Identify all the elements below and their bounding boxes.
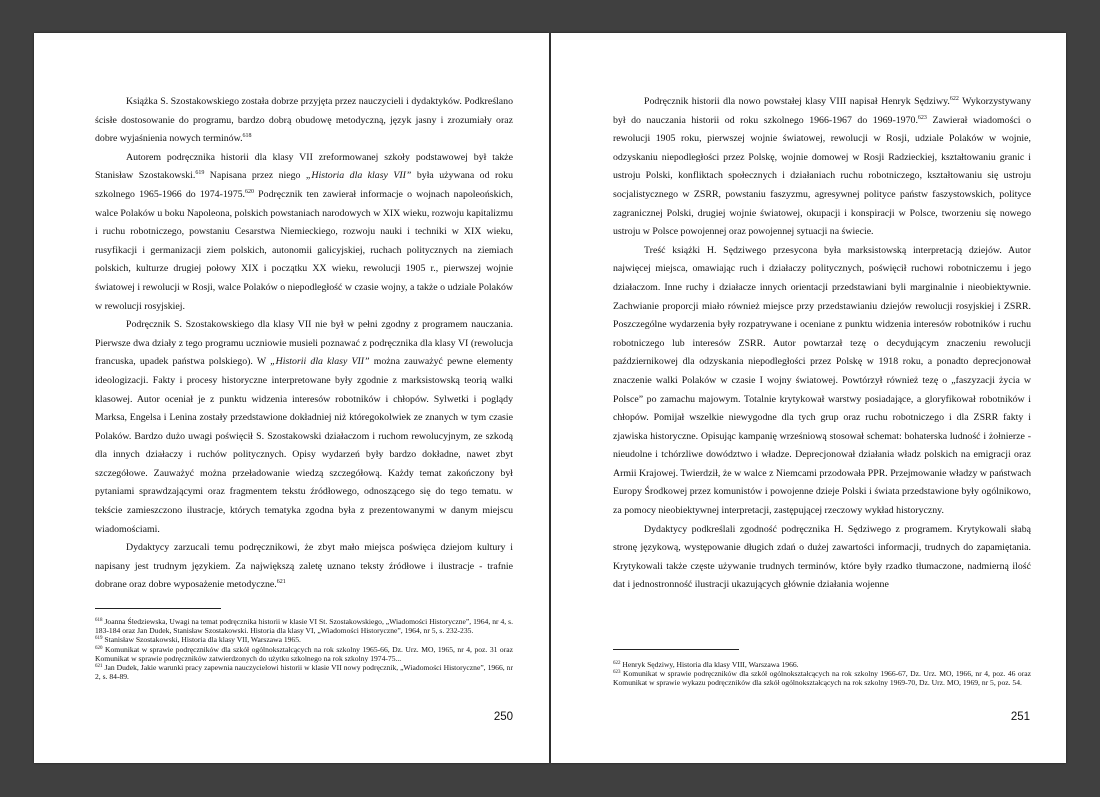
paragraph (613, 521, 1031, 595)
text-run: Dydaktycy zarzucali temu podręcznikowi, że zbyt mało miejsca poświęca dziejom kultury i napisany jest trudnym językiem. Za największą zaletę uznano teksty źródłowe i ilustracje - trafnie dobrane oraz dobre wyposażenie metodyczne. (95, 542, 513, 591)
text-run: Autorem podręcznika historii dla klasy VII zreformowanej szkoły podstawowej był także Stanisław Szostakowski. (95, 151, 513, 182)
text-run: Podręcznik historii dla nowo powstałej klasy VIII napisał Henryk Sędziwy. (644, 96, 950, 107)
footnotes (95, 617, 513, 681)
footnote-text: Stanisław Szostakowski, Historia dla klasy VII, Warszawa 1965. (104, 635, 301, 645)
paragraph (95, 539, 513, 595)
text-run: była używana od roku szkolnego 1965-1966 do 1974-1975. (95, 170, 513, 200)
footnote-number: 621 (95, 664, 103, 670)
paragraph (613, 242, 1031, 521)
text-run: Dydaktycy podkreślali zgodność podręcznika H. Sędziwego z programem. Krytykowali słabą stronę językową, występowanie długich zdań o dużej zawartości informacji, trudnych do zapamiętania. Krytykowali także częste używanie trudnych terminów, które były rzadko tłumaczone, nadmierną ilość dat i jednostronność ilustracji ukazujących głównie działania wojenne (613, 523, 1031, 591)
footnote-number: 620 (95, 645, 103, 651)
footnote (95, 663, 513, 681)
book-title: „Historii dla klasy VII” (270, 356, 370, 368)
footnotes (613, 660, 1031, 688)
footnote-text: Henryk Sędziwy, Historia dla klasy VIII, Warszawa 1966. (622, 660, 799, 669)
footnote (613, 660, 1031, 669)
footnote (95, 617, 513, 635)
page-body (95, 93, 513, 595)
footnote-separator (95, 608, 221, 609)
footnote-ref: 620 (245, 188, 255, 195)
text-run: Zawierał wiadomości o rewolucji 1905 roku, pierwszej wojnie światowej, rewolucji w Rosji, udziale Polaków w wojnie, odzyskaniu niepodległości przez Polskę, wojnie domowej w Rosji Radzieckiej, kształtowaniu granic i ustroju Polski, konfliktach społecznych i działaniach ruchu robotniczego, kształtowaniu się ustroju socjalistycznego w ZSRR, powstaniu faszyzmu, agresywnej polityce państw faszystowskich, polityce zagranicznej Polski, drugiej wojnie światowej, okupacji i konspiracji w Polsce, tworzeniu się nowego ustroju w Polsce powojennej oraz powojennej sytuacji na świecie. (613, 114, 1031, 238)
text-run: Treść książki H. Sędziwego przesycona była marksistowską interpretacją dziejów. Autor najwięcej miejsca, omawiając ruch i działaczy politycznych, poświęcił ruchowi robotniczemu i jego działaczom. Inne ruchy i działacze innych orientacji przedstawiani byli marginalnie i nieobiektywnie. Zachwianie proporcji miało również miejsce przy przedstawianiu dziejów rewolucji rosyjskiej i ZSRR. Poszczególne wydarzenia były rozpatrywane i oceniane z punktu widzenia interesów robotników i ruchu robotniczego lub interesów ZSRR. Autor powtarzał tezę o decydującym znaczeniu rewolucji październikowej dla odzyskania niepodległości przez Polskę w 1918 roku, a ponadto deprecjonował znaczenie walki Polaków w czasie I wojny światowej. Powtórzył również tezę o „faszyzacji życia w Polsce” po zamachu majowym. Totalnie krytykował warstwy posiadające, a gloryfikował robotników i chłopów. Pomijał wszelkie niewygodne dla tych grup oraz ruchu robotniczego i dla ZSRR fakty i zjawiska historyczne. Opisując kampanię wrześniową stosował schemat: bohaterska ludność i żołnierze - nieudolne i tchórzliwe dowództwo i władze. Deprecjonował działania władz polskich na emigracji oraz Armii Krajowej. Twierdził, że w walce z Niemcami przodowała PPR. Przejmowanie władzy w państwach Europy Środkowej przez komunistów i powojenne dzieje Polski i świata przedstawione były ogólnikowo, za pomocy nieobiektywnej interpretacji, zastępującej rzeczowy wykład historyczny. (613, 244, 1031, 517)
footnote-separator (613, 649, 739, 650)
book-title: „Historia dla klasy VII” (305, 170, 412, 182)
page-number: 251 (1010, 711, 1030, 723)
footnote-text: Komunikat w sprawie podręczników dla szkół ogólnokształcących na rok szkolny 1966-67, Dz. Urz. MO, 1966, nr 4, poz. 46 oraz Komunikat w sprawie wykazu podręczników dla szkół ogólnokształcących na rok szkolny 1969-70, Dz. Urz. MO, 1969, nr 5, poz. 54. (613, 669, 1031, 688)
text-run: Książka S. Szostakowskiego została dobrze przyjęta przez nauczycieli i dydaktyków. Podkreślano ścisłe dostosowanie do programu, bardzo dobrą obudowę metodyczną, język jasny i zrozumiały oraz dobre wyjaśnienia nowych terminów. (95, 96, 513, 145)
footnote-text: Komunikat w sprawie podręczników dla szkół ogólnokształcących na rok szkolny 1965-66, Dz. Urz. MO, 1965, nr 4, poz. 31 oraz Komunikat w sprawie podręczników zatwierdzonych do użytku szkolnego na rok szkolny 1974-75... (95, 644, 513, 663)
footnote (95, 635, 513, 644)
text-run: Napisana przez niego (204, 170, 306, 182)
footnote-ref: 618 (242, 133, 252, 140)
footnote-text: Joanna Śledziewska, Uwagi na temat podręcznika historii w klasie VI St. Szostakowskiego, „Wiadomości Historyczne”, 1964, nr 4, s. 183-184 oraz Jan Dudek, Stanisław Szostakowski. Historia dla klasy VI, „Wiadomości Historyczne”, 1964, nr 5, s. 232-235. (95, 617, 513, 636)
text-run: można zauważyć pewne elementy ideologizacji. Fakty i procesy historyczne interpretowane były zgodnie z marksistowską teorią walki klasowej. Autor oceniał je z punktu widzenia interesów robotników i chłopów. Sylwetki i poglądy Marksa, Engelsa i Lenina zostały przedstawione dokładniej niż któregokolwiek ze znanych w tym czasie Polaków. Bardzo dużo uwagi poświęcił S. Szostakowski działaczom i ruchom rewolucyjnym, ze szkodą dla innych działaczy i ruchów politycznych. Opisy wydarzeń były bardzo dokładne, nawet zbyt szczegółowe. Zauważyć można przeładowanie wiedzą szczegółową. Każdy temat zakończony był pytaniami sprawdzającymi oraz fragmentem tekstu źródłowego, odnoszącego się do tego tematu. w tekście zamieszczono ilustracje, których tematyka zgodna była z prezentowanymi w danym miejscu wiadomościami. (95, 356, 513, 535)
footnote-number: 618 (95, 618, 103, 623)
footnote-ref: 621 (276, 579, 286, 586)
footnote-number: 622 (613, 661, 621, 666)
footnote-text: Jan Dudek, Jakie warunki pracy zapewnia nauczycielowi historii w klasie VII nowy podręcznik, „Wiadomości Historyczne”, 1966, nr 2, s. 84-89. (95, 663, 513, 682)
page-left (34, 33, 549, 763)
text-run: Podręcznik S. Szostakowskiego dla klasy VII nie był w pełni zgodny z programem nauczania. Pierwsze dwa działy z tego programu uczniowie musieli poznawać z podręcznika dla klasy VI (rewolucja francuska, upadek państwa polskiego). W (95, 319, 513, 368)
text-run: Podręcznik ten zawierał informacje o wojnach napoleońskich, walce Polaków u boku Napoleona, polskich powstaniach narodowych w XIX wieku, rozwoju kapitalizmu i ruchu robotniczego, powstaniu Cesarstwa Niemieckiego, rozwoju nauki i techniki w XIX wieku, rusyfikacji i germanizacji ziem polskich, autonomii galicyjskiej, ruchach politycznych na ziemiach polskich, kulturze drugiej połowy XIX i początku XX wieku, rewolucji 1905 r., pierwszej wojnie światowej i rewolucji w Rosji, walce Polaków o niepodległość w czasie wojny, a także o udziale Polaków w rewolucji rosyjskiej. (95, 188, 513, 312)
page-number: 250 (493, 711, 513, 723)
text-run: Wykorzystywany był do nauczania historii od roku szkolnego 1966-1967 do 1969-1970. (613, 96, 1031, 126)
paragraph (613, 93, 1031, 242)
page-body (613, 93, 1031, 595)
paragraph (95, 149, 513, 316)
paragraph (95, 316, 513, 539)
footnote-number: 619 (95, 636, 103, 642)
footnote-ref: 622 (949, 96, 959, 102)
paragraph (95, 93, 513, 149)
page-right (551, 33, 1066, 763)
footnote-ref: 623 (917, 114, 927, 121)
footnote (613, 669, 1031, 687)
footnote-number: 623 (613, 670, 621, 676)
footnote-ref: 619 (195, 170, 205, 177)
footnote (95, 645, 513, 663)
